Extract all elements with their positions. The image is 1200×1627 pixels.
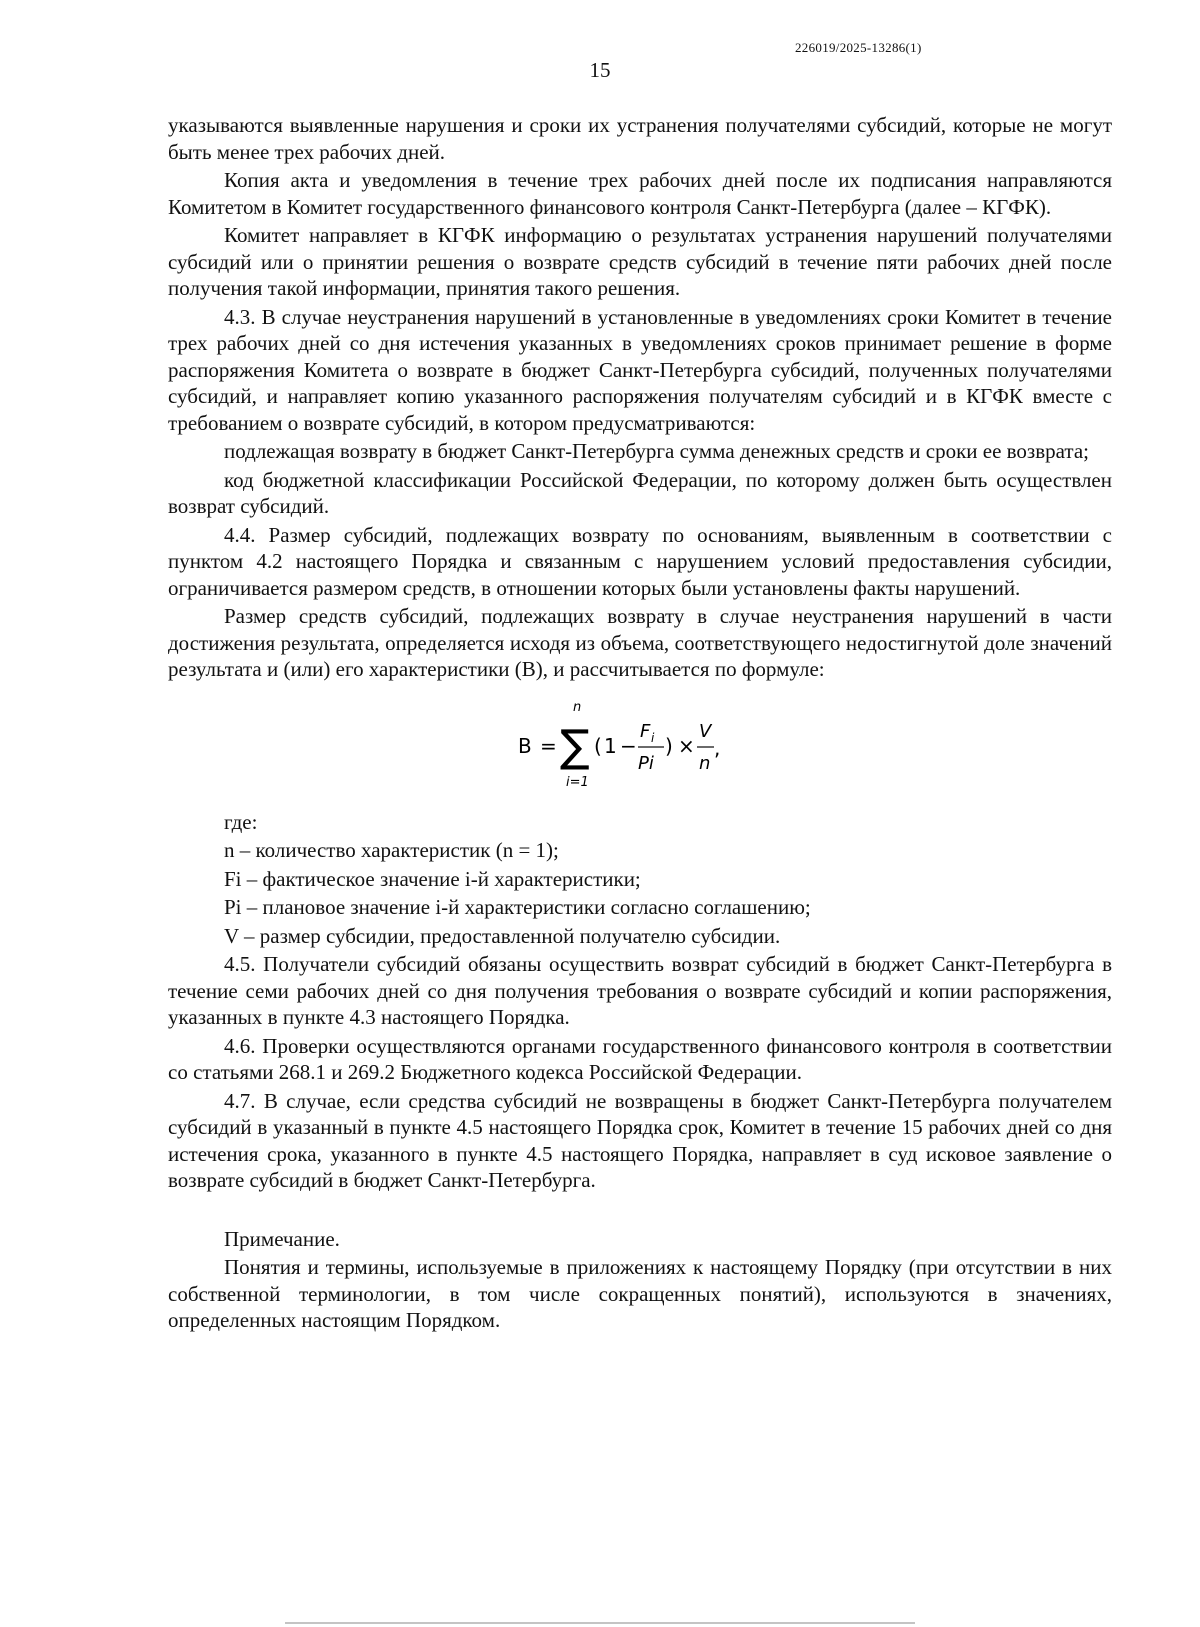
- paragraph-return-amount: подлежащая возврату в бюджет Санкт-Петербурга сумма денежных средств и сроки ее возврата;: [224, 439, 1090, 463]
- formula-close-paren: ): [665, 733, 673, 758]
- formula-sum-upper: n: [573, 699, 582, 715]
- formula-numerator-v: V: [699, 720, 712, 742]
- paragraph-4-5: 4.5. Получатели субсидий обязаны осуществить возврат субсидий в бюджет Санкт-Петербурга в течение семи рабочих дней со дня получения требования о возврате субсидий и копии распоряжения, указанных в пункте 4.3 настоящего Порядка.: [168, 952, 1112, 1029]
- legend-n: n – количество характеристик (n = 1);: [224, 838, 559, 862]
- formula-numerator-f: F: [640, 720, 651, 742]
- formula-denominator-n: n: [699, 752, 711, 774]
- note-text: Понятия и термины, используемые в приложениях к настоящему Порядку (при отсутствии в них собственной терминологии, в том числе сокращенных понятий), используются в значениях, определенных настоящим Порядком.: [168, 1255, 1112, 1332]
- formula-lhs: В: [518, 733, 532, 758]
- formula-sum-lower: i=1: [566, 774, 589, 790]
- document-registration-number: 226019/2025-13286(1): [795, 40, 922, 55]
- paragraph-4-3: 4.3. В случае неустранения нарушений в установленные в уведомлениях сроки Комитет в течение трех рабочих дней со дня истечения указанных в уведомлениях сроков принимает решение в форме распоряжения Комитета о возврате в бюджет Санкт-Петербурга субсидий, полученных получателями субсидий, и направляет копию указанного распоряжения получателям субсидий и в КГФК вместе с требованием о возврате субсидий, в котором предусматриваются:: [168, 304, 1112, 435]
- formula-trailing-comma: ,: [714, 735, 721, 760]
- formula-denominator-pi: Pi: [638, 752, 654, 774]
- formula-one: 1: [604, 733, 617, 758]
- formula-graphic: [518, 691, 778, 799]
- page-number: 15: [589, 58, 611, 82]
- document-body: [168, 112, 1112, 1334]
- scan-artifact-line: [285, 1622, 915, 1624]
- formula-times: ×: [678, 733, 695, 758]
- formula-equals: =: [540, 733, 557, 758]
- formula-numerator-sub: i: [651, 730, 655, 745]
- paragraph-4-6: 4.6. Проверки осуществляются органами государственного финансового контроля в соответствии со статьями 268.1 и 269.2 Бюджетного кодекса Российской Федерации.: [168, 1033, 1112, 1084]
- return-formula: [518, 691, 778, 799]
- formula-minus: −: [620, 733, 637, 758]
- paragraph-4-4: 4.4. Размер субсидий, подлежащих возврату по основаниям, выявленным в соответствии с пунктом 4.2 настоящего Порядка и связанным с нарушением условий предоставления субсидии, ограничивается размером средств, в отношении которых были установлены факты нарушений.: [168, 522, 1112, 600]
- paragraph-4-7: 4.7. В случае, если средства субсидий не возвращены в бюджет Санкт-Петербурга получателем субсидий в указанный в пункте 4.5 настоящего Порядка срок, Комитет в течение 15 рабочих дней со дня истечения срока, указанного в пункте 4.5 настоящего Порядка, направляет в суд исковое заявление о возврате субсидий в бюджет Санкт-Петербурга.: [168, 1088, 1112, 1192]
- paragraph-formula-intro: Размер средств субсидий, подлежащих возврату в случае неустранения нарушений в части достижения результата, определяется исходя из объема, соответствующего недостигнутой доле значений результата и (или) его характеристики (В), и рассчитывается по формуле:: [168, 604, 1112, 681]
- legend-pi: Pi – плановое значение i-й характеристики согласно соглашению;: [224, 895, 811, 919]
- spacer: [168, 1194, 1112, 1226]
- formula-sigma: ∑: [560, 720, 590, 772]
- formula-block: [168, 691, 1112, 799]
- legend-fi: Fi – фактическое значение i-й характеристики;: [224, 866, 641, 891]
- note-title: Примечание.: [224, 1226, 340, 1251]
- paragraph-continuation: указываются выявленные нарушения и сроки их устранения получателями субсидий, которые не могут быть менее трех рабочих дней.: [168, 113, 1112, 164]
- paragraph-kgfk-info: Комитет направляет в КГФК информацию о результатах устранения нарушений получателями субсидий или о принятии решения о возврате средств субсидий в течение пяти рабочих дней после получения такой информации, принятия такого решения.: [168, 223, 1112, 300]
- legend-v: V – размер субсидии, предоставленной получателю субсидии.: [224, 923, 781, 948]
- legend-where: где:: [224, 809, 258, 834]
- paragraph-budget-code: код бюджетной классификации Российской Федерации, по которому должен быть осуществлен возврат субсидий.: [168, 467, 1112, 518]
- formula-open-paren: (: [594, 733, 602, 758]
- paragraph-act-copy: Копия акта и уведомления в течение трех рабочих дней после их подписания направляются Комитетом в Комитет государственного финансового контроля Санкт-Петербурга (далее – КГФК).: [168, 168, 1112, 219]
